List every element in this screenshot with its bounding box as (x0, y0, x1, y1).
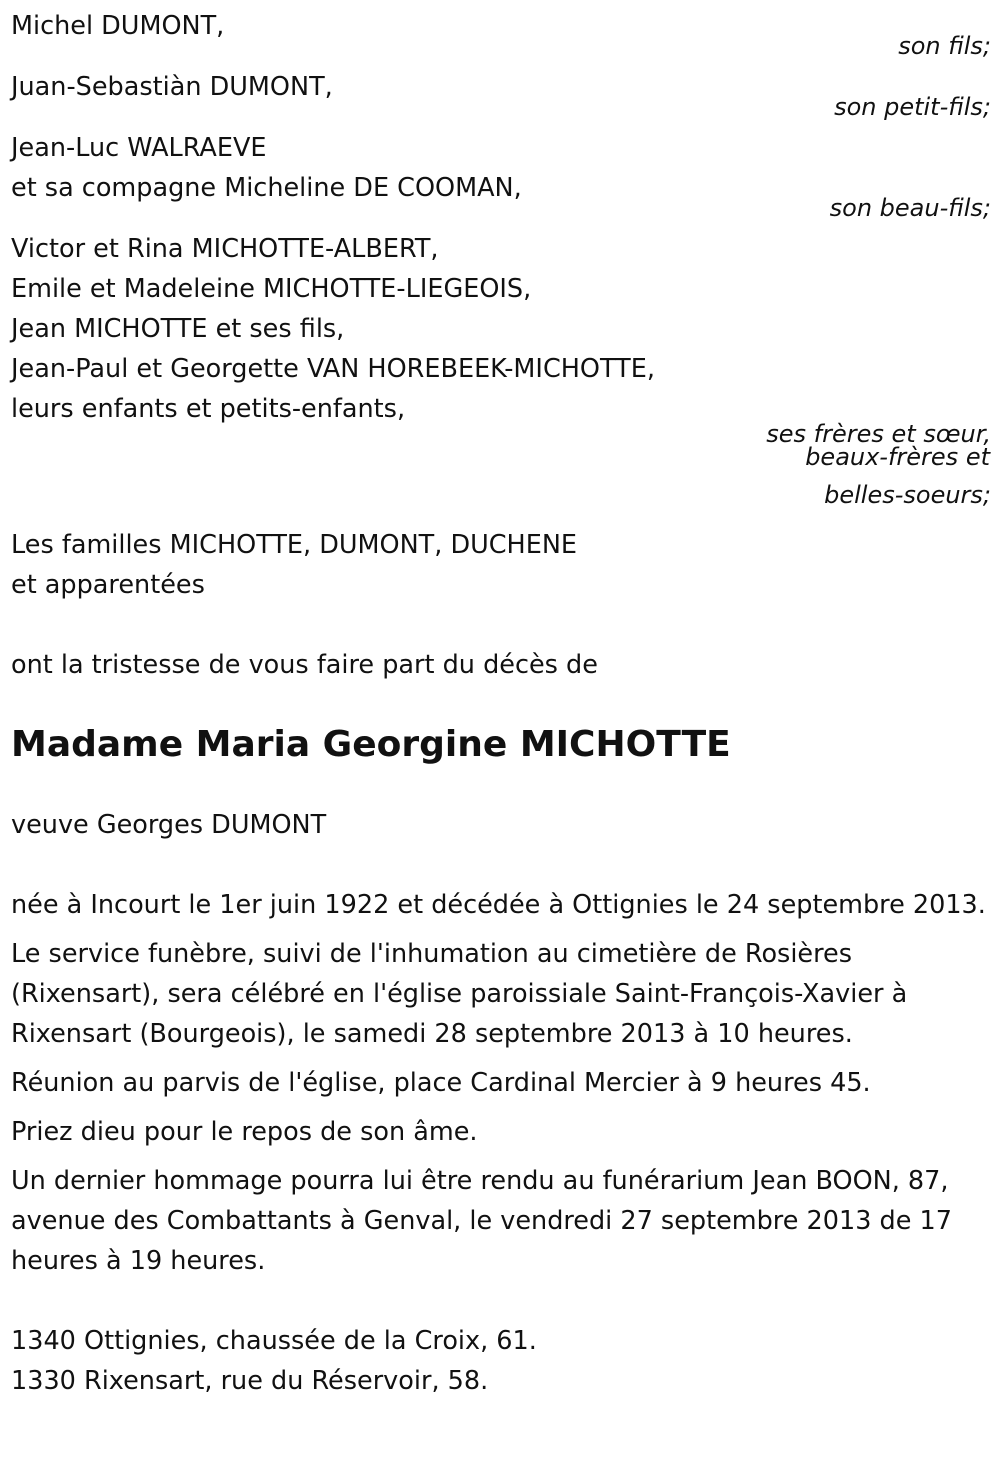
announcement: ont la tristesse de vous faire part du décès de (11, 650, 598, 680)
addresses (11, 1321, 991, 1401)
grandson-name: Juan-Sebastiàn DUMONT, (11, 72, 333, 102)
funeral-service: Le service funèbre, suivi de l'inhumation au cimetière de Rosières (Rixensart), sera célébré en l'église paroissiale Saint-François-Xavier à Rixensart (Bourgeois), le samedi 28 septembre 2013 à 10 heures. (11, 939, 908, 1049)
grandson-role: son petit-fils; (834, 93, 991, 121)
meeting-info: Réunion au parvis de l'église, place Cardinal Mercier à 9 heures 45. (11, 1068, 871, 1098)
prayer: Priez dieu pour le repos de son âme. (11, 1117, 478, 1147)
siblings-role (11, 420, 991, 509)
families-line: Les familles MICHOTTE, DUMONT, DUCHENE (11, 530, 578, 560)
sibling-line: Emile et Madeleine MICHOTTE-LIEGEOIS, (11, 274, 532, 304)
siblings-role-line: belles-soeurs; (824, 481, 991, 509)
stepson-name: Jean-Luc WALRAEVE (11, 133, 267, 163)
birth-death: née à Incourt le 1er juin 1922 et décédée à Ottignies le 24 septembre 2013. (11, 890, 986, 920)
sibling-line: leurs enfants et petits-enfants, (11, 394, 406, 424)
siblings-list (11, 229, 991, 429)
address-line: 1340 Ottignies, chaussée de la Croix, 61. (11, 1326, 537, 1356)
tribute-info: Un dernier hommage pourra lui être rendu au funérarium Jean BOON, 87, avenue des Combattants à Genval, le vendredi 27 septembre 2013 de 17 heures à 19 heures. (11, 1166, 952, 1276)
sibling-line: Jean-Paul et Georgette VAN HOREBEEK-MICHOTTE, (11, 354, 655, 384)
siblings-role-line: ses frères et sœur, (766, 420, 991, 448)
stepson-partner: et sa compagne Micheline DE COOMAN, (11, 173, 522, 203)
sibling-line: Victor et Rina MICHOTTE-ALBERT, (11, 234, 439, 264)
obituary-notice (11, 6, 991, 1401)
son-role: son fils; (898, 32, 991, 60)
deceased-name: Madame Maria Georgine MICHOTTE (11, 724, 731, 765)
sibling-line: Jean MICHOTTE et ses fils, (11, 314, 345, 344)
widow-of: veuve Georges DUMONT (11, 810, 327, 840)
address-line: 1330 Rixensart, rue du Réservoir, 58. (11, 1366, 489, 1396)
son-name: Michel DUMONT, (11, 11, 225, 41)
siblings-role-line: beaux-frères et (805, 443, 990, 471)
families-line: et apparentées (11, 570, 205, 600)
stepson-role: son beau-fils; (829, 194, 991, 222)
